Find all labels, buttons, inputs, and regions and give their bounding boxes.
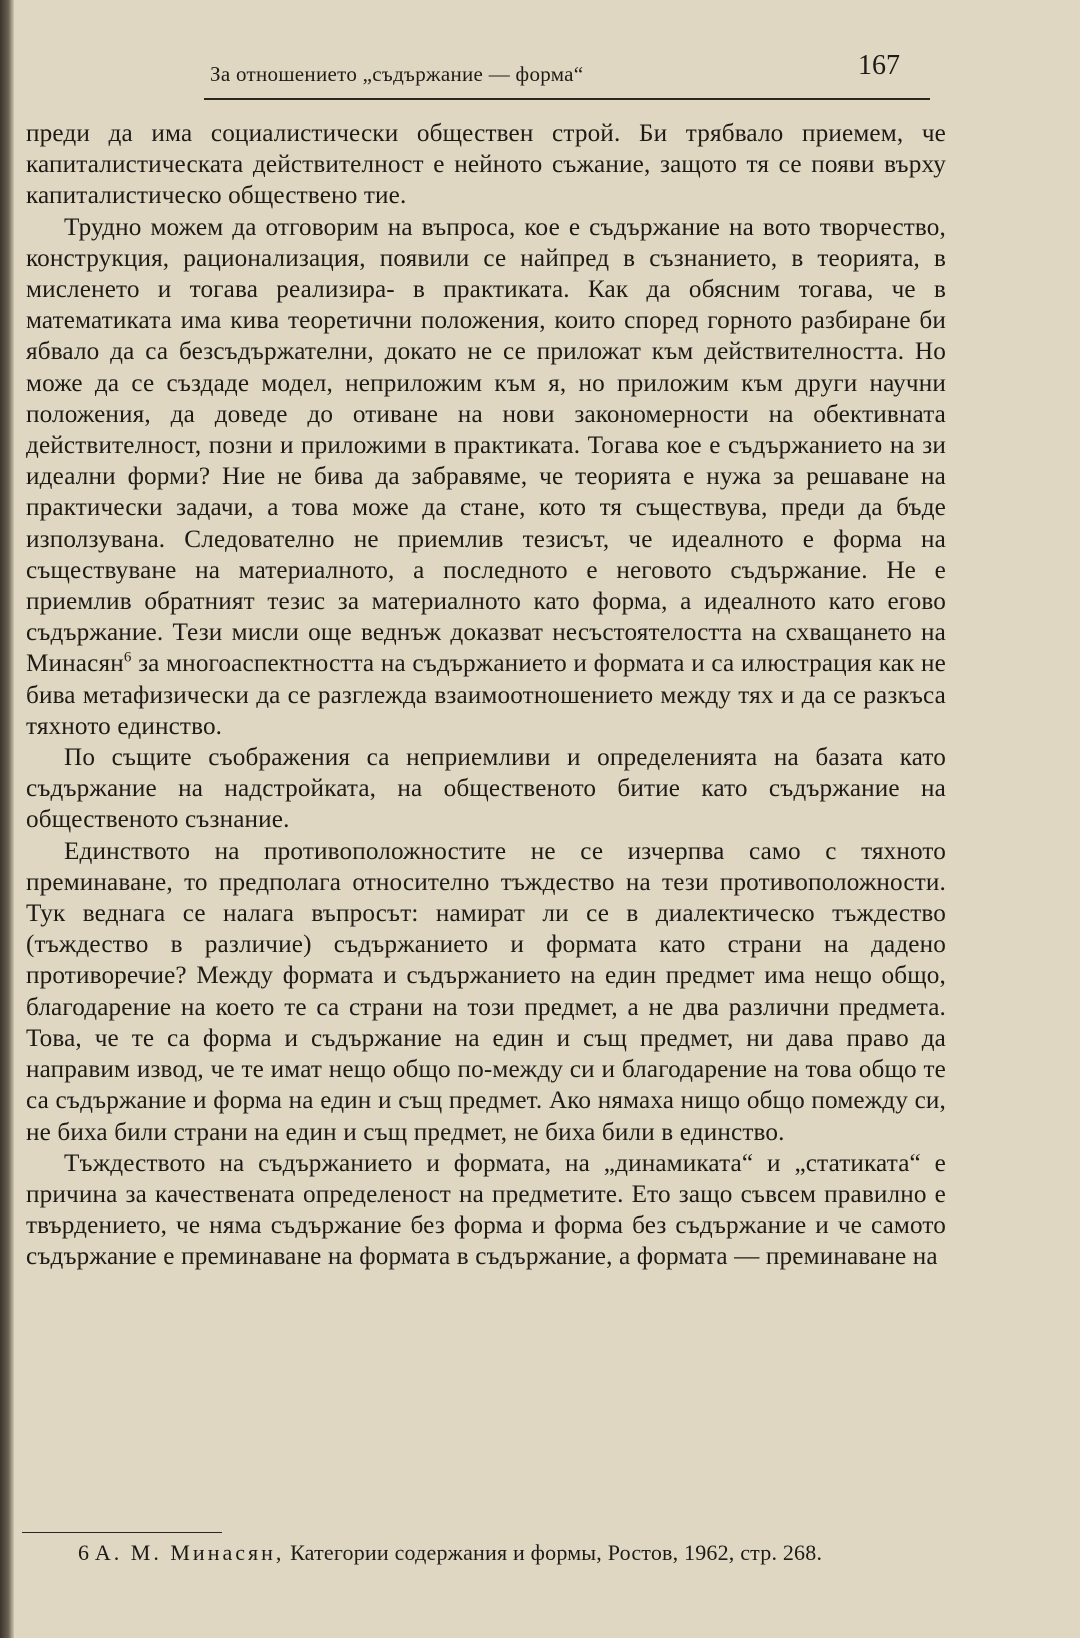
paragraph-text: за многоаспектността на съдържанието и формата и са илюстрация как не бива метафизически да се разглежда взаимоотношението между тях и да се разкъса тяхното единство. xyxy=(26,650,946,740)
footnote xyxy=(78,1540,978,1566)
running-title: За отношението „съдържание — форма“ xyxy=(210,62,584,86)
footnote-author: А. М. Минасян, xyxy=(94,1540,285,1565)
running-head xyxy=(204,50,930,100)
paragraph: преди да има социалистически обществен строй. Би трябвало приемем, че капиталистическата действителност е нейното съжание, защото тя се появи върху капиталистическо обществено тие. xyxy=(26,120,946,210)
body-text xyxy=(26,118,946,1273)
footnote-number: 6 xyxy=(78,1540,90,1565)
book-spine-shadow xyxy=(0,0,14,1638)
paragraph xyxy=(26,212,946,742)
paragraph: Тъждеството на съдържанието и формата, на „динамиката“ и „статиката“ е причина за качествената определеност на предметите. Ето защо съвсем правилно е твърдението, че няма съдържание без форма и форма без съдържание и че самото съдържание е преминаване на формата в съдържание, а формата — преминаване на xyxy=(26,1149,946,1271)
footnote-text: Категории содержания и формы, Ростов, 1962, стр. 268. xyxy=(290,1540,823,1565)
paragraph: Единството на противоположностите не се изчерпва само с тяхното преминаване, то предполага относително тъждество на тези противоположности. Тук веднага се налага въпросът: намират ли се в диалектическо тъждество (тъждество в различие) съдържанието и формата като страни на дадено противоречие? Между формата и съдържанието на един предмет има нещо общо, благодарение на което те са страни на този предмет, а не два различни предмета. Това, че те са форма и съдържание на един и същ предмет, ни дава право да направим извод, че те имат нещо общо по-между си и благодарение на това общо те са съдържание и форма на един и същ предмет. Ако нямаха нищо общо помежду си, не биха били страни на един и същ предмет, не биха били в единство. xyxy=(26,837,946,1146)
footnote-reference: 6 xyxy=(123,650,132,667)
paragraph: По същите съображения са неприемливи и определенията на базата като съдържание на надстройката, на общественото битие като съдържание на общественото съзнание. xyxy=(26,744,946,834)
footnote-rule xyxy=(22,1532,222,1533)
paragraph-text: Трудно можем да отговорим на въпроса, кое е съдържание на вото творчество, конструкция, рационализация, появили се найпред в съзнанието, в теорията, в мисленето и тогава реализира- в практиката. Как да обясним тогава, че в математиката има кива теоретични положения, които според горното разбиране би ябвало да са безсъдържателни, докато не се приложат към действителността. Но може да се създаде модел, неприложим към я, но приложим към други научни положения, да доведе до отиване на нови закономерности на обективната действителност, позни и приложими в практиката. Тогава кое е съдържанието на зи идеални форми? Ние не бива да забравяме, че теорията е нужа за решаване на практически задачи, а това може да стане, кото тя съществува, преди да бъде използувана. Следователно не приемлив тезисът, че идеалното е форма на съществуване на материалното, а последното е неговото съдържание. Не е приемлив обратният тезис за материалното като форма, а идеалното като егово съдържание. Тези мисли още веднъж доказват несъстоятелостта на схващането на Минасян xyxy=(26,213,946,678)
page-number: 167 xyxy=(858,50,900,81)
